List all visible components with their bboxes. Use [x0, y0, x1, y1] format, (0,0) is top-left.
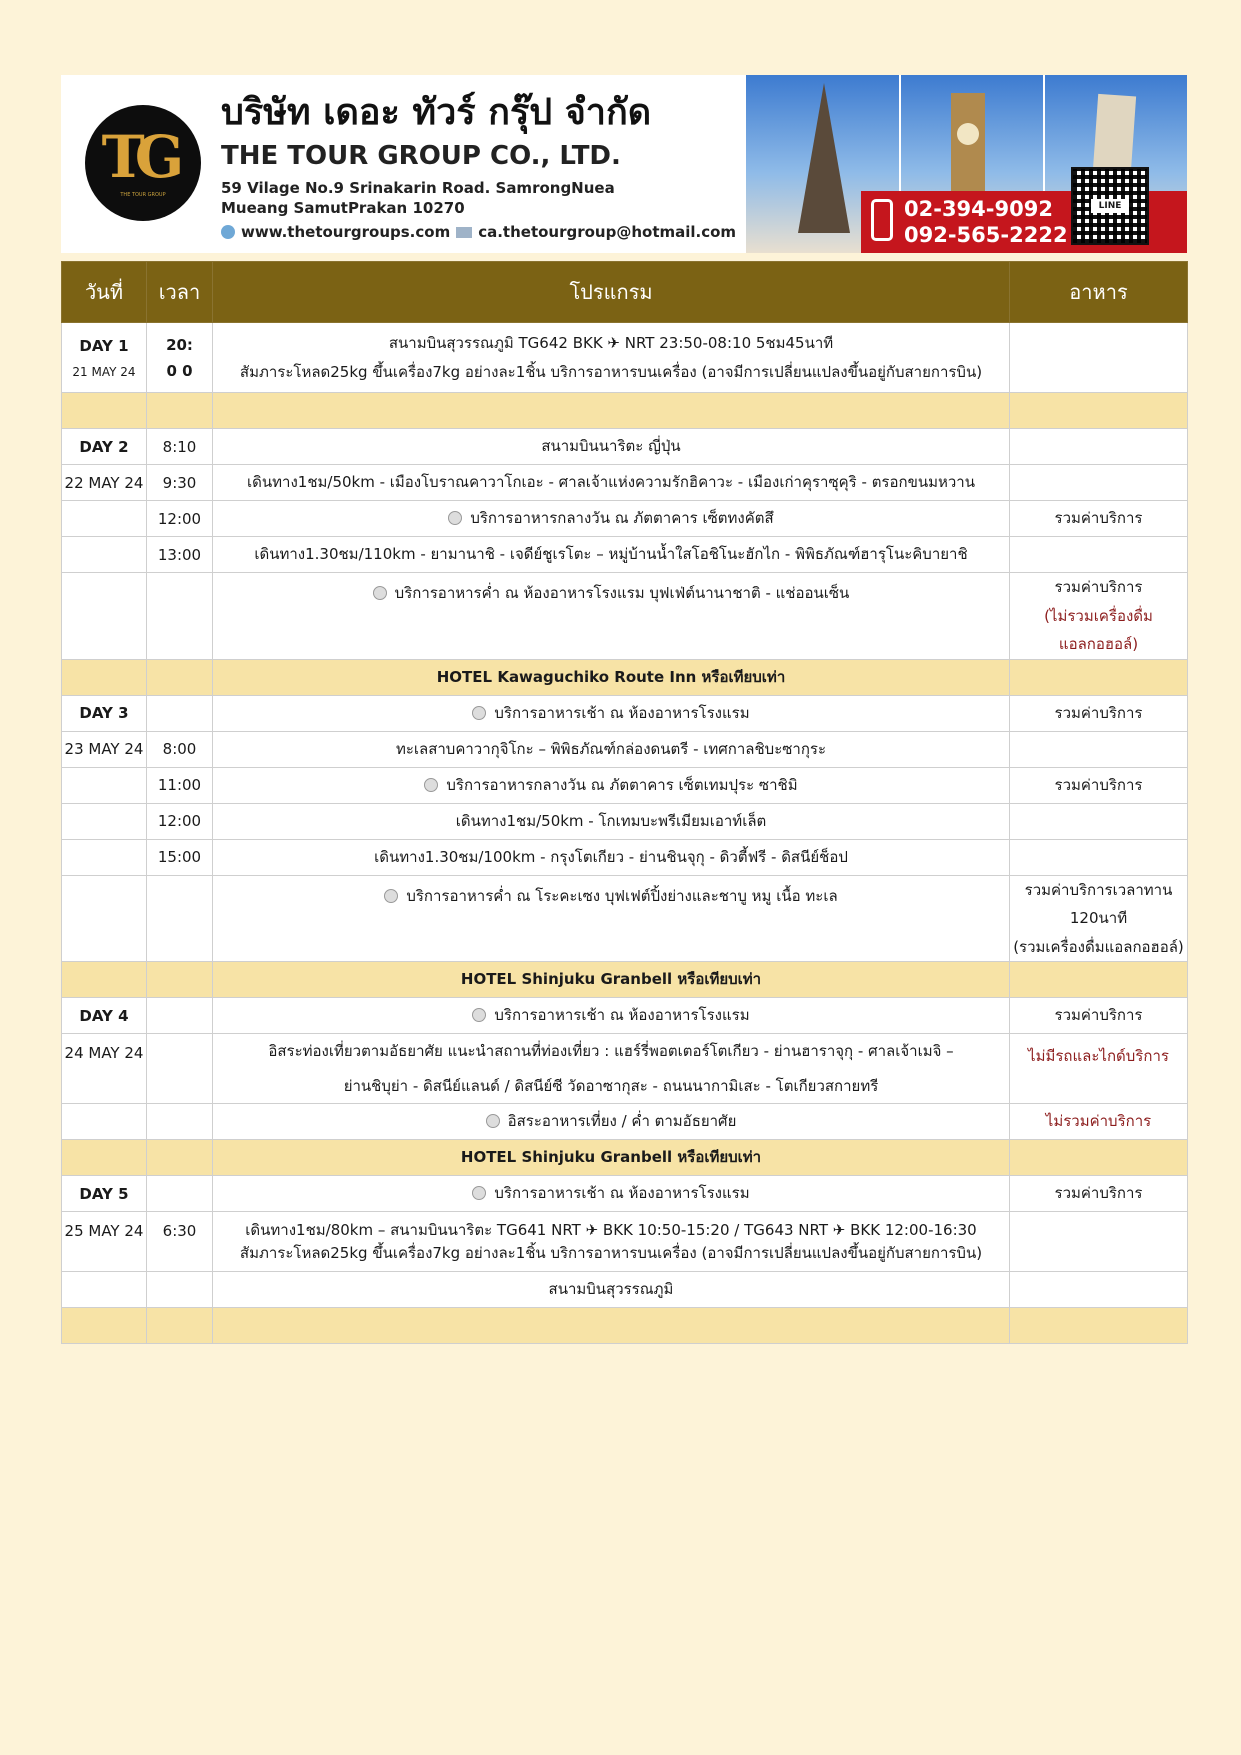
company-logo	[85, 105, 201, 221]
mail-icon	[456, 227, 472, 238]
table-row	[62, 767, 1188, 803]
day-date: 22 MAY 24	[62, 465, 147, 501]
globe-icon	[221, 225, 235, 239]
time-cell: 12:00	[147, 803, 213, 839]
day-date: 23 MAY 24	[62, 731, 147, 767]
landmark-photos	[746, 75, 1187, 253]
time-cell	[147, 1034, 213, 1104]
table-row	[62, 839, 1188, 875]
table-row	[62, 998, 1188, 1034]
meal-cell: รวมค่าบริการ	[1010, 501, 1188, 537]
time-cell	[147, 1272, 213, 1308]
meal-cell	[1010, 1272, 1188, 1308]
time-cell	[147, 998, 213, 1034]
company-banner	[61, 75, 1187, 253]
logo-letters: TG	[101, 123, 175, 191]
time-cell: 6:30	[147, 1212, 213, 1272]
day-cell	[62, 1176, 147, 1212]
program-cell	[213, 1176, 1010, 1212]
program-text: เดินทาง1ชม/80km – สนามบินนาริตะ TG641 NRT ✈ BKK 10:50-15:20 / TG643 NRT ✈ BKK 12:00-16:30	[245, 1221, 977, 1239]
time-cell	[147, 1176, 213, 1212]
phone-number-1[interactable]: 02-394-9092	[904, 197, 1053, 221]
meal-note: รวมค่าบริการเวลาทาน 120นาที	[1024, 880, 1173, 927]
table-row-spacer	[62, 393, 1188, 429]
day-date: 21 MAY 24	[72, 364, 136, 379]
day-label: DAY 4	[79, 1006, 129, 1025]
program-text: บริการอาหารกลางวัน ณ ภัตตาคาร เซ็ตทงคัตสึ	[470, 509, 774, 528]
day-cell	[62, 323, 147, 393]
dish-icon	[486, 1114, 500, 1128]
table-row	[62, 323, 1188, 393]
program-cell	[213, 1104, 1010, 1140]
program-text: บริการอาหารกลางวัน ณ ภัตตาคาร เซ็ตเทมปุระ ซาชิมิ	[446, 775, 798, 794]
day-cell	[62, 501, 147, 537]
time-cell	[147, 1104, 213, 1140]
meal-note: (ไม่รวมเครื่องดื่มแอลกอฮอล์)	[1044, 606, 1153, 653]
meal-cell	[1010, 803, 1188, 839]
table-row	[62, 1176, 1188, 1212]
hotel-name: HOTEL Shinjuku Granbell หรือเทียบเท่า	[213, 962, 1010, 998]
clock-face	[957, 123, 979, 145]
dish-icon	[472, 706, 486, 720]
meal-cell: รวมค่าบริการ	[1010, 695, 1188, 731]
program-cell: ทะเลสาบคาวากุจิโกะ – พิพิธภัณฑ์กล่องดนตรี - เทศกาลชิบะซากุระ	[213, 731, 1010, 767]
logo-subtitle: THE TOUR GROUP	[120, 192, 166, 198]
program-cell: เดินทาง1.30ชม/110km - ยามานาชิ - เจดีย์ชูเรโตะ – หมู่บ้านน้ำใสโอชิโนะฮักไก - พิพิธภัณฑ์ฮารุโนะคิบายาชิ	[213, 537, 1010, 573]
meal-cell	[1010, 323, 1188, 393]
meal-cell	[1010, 573, 1188, 660]
table-row	[62, 573, 1188, 660]
time-cell	[147, 695, 213, 731]
qr-line-label: LINE	[1091, 199, 1129, 213]
time-cell: 20:0 0	[147, 323, 213, 393]
address-line-1: 59 Vilage No.9 Srinakarin Road. SamrongNuea	[221, 179, 615, 197]
table-row	[62, 695, 1188, 731]
meal-cell	[1010, 1212, 1188, 1272]
program-cell	[213, 875, 1010, 962]
hotel-name: HOTEL Shinjuku Granbell หรือเทียบเท่า	[213, 1140, 1010, 1176]
day-cell	[62, 537, 147, 573]
contact-line	[221, 223, 736, 241]
table-row	[62, 537, 1188, 573]
day-label: DAY 5	[79, 1184, 129, 1203]
day-label: DAY 3	[79, 704, 129, 722]
meal-cell	[1010, 465, 1188, 501]
day-cell	[62, 429, 147, 465]
table-row-spacer	[62, 1308, 1188, 1344]
meal-note: (รวมเครื่องดื่มแอลกอฮอล์)	[1013, 937, 1184, 956]
time-cell: 9:30	[147, 465, 213, 501]
program-cell: เดินทาง1ชม/50km - เมืองโบราณคาวาโกเอะ - ศาลเจ้าแห่งความรักฮิคาวะ - เมืองเก่าคุราซุคุริ - ตรอกขนมหวาน	[213, 465, 1010, 501]
meal-cell: รวมค่าบริการ	[1010, 998, 1188, 1034]
company-name-thai: บริษัท เดอะ ทัวร์ กรุ๊ป จำกัด	[221, 92, 652, 133]
day-cell	[62, 695, 147, 731]
dish-icon	[424, 778, 438, 792]
dish-icon	[448, 511, 462, 525]
phone-number-2[interactable]: 092-565-2222	[904, 223, 1068, 247]
meal-cell: ไม่รวมค่าบริการ	[1010, 1104, 1188, 1140]
table-row	[62, 1104, 1188, 1140]
table-header-row	[62, 262, 1188, 323]
meal-note: รวมค่าบริการ	[1054, 578, 1143, 596]
time-cell: 8:00	[147, 731, 213, 767]
dish-icon	[472, 1008, 486, 1022]
day-date: 25 MAY 24	[62, 1212, 147, 1272]
program-cell	[213, 998, 1010, 1034]
program-cell: สนามบินนาริตะ ญี่ปุ่น	[213, 429, 1010, 465]
day-label: DAY 1	[79, 336, 129, 355]
header-date: วันที่	[62, 262, 147, 323]
website-link[interactable]: www.thetourgroups.com	[241, 223, 451, 241]
meal-cell	[1010, 731, 1188, 767]
program-text: บริการอาหารเช้า ณ ห้องอาหารโรงแรม	[494, 1006, 750, 1025]
program-cell: เดินทาง1ชม/50km - โกเทมบะพรีเมียมเอาท์เล็ต	[213, 803, 1010, 839]
header-program: โปรแกรม	[213, 262, 1010, 323]
program-text: บริการอาหารเช้า ณ ห้องอาหารโรงแรม	[494, 1184, 750, 1203]
program-text: สนามบินสุวรรณภูมิ TG642 BKK ✈ NRT 23:50-08:10 5ชม45นาที	[388, 334, 834, 352]
day-cell	[62, 803, 147, 839]
time-cell: 13:00	[147, 537, 213, 573]
program-cell	[213, 1212, 1010, 1272]
program-cell	[213, 323, 1010, 393]
table-row	[62, 803, 1188, 839]
program-text: สัมภาระโหลด25kg ขึ้นเครื่อง7kg อย่างละ1ชิ้น บริการอาหารบนเครื่อง (อาจมีการเปลี่ยนแปลงขึ้นอยู่กับสายการบิน)	[239, 1243, 983, 1262]
eiffel-tower-image	[798, 83, 850, 233]
day-cell	[62, 573, 147, 660]
table-row	[62, 1212, 1188, 1272]
table-row	[62, 1272, 1188, 1308]
day-cell	[62, 998, 147, 1034]
program-text: อิสระอาหารเที่ยง / ค่ำ ตามอัธยาศัย	[507, 1112, 737, 1131]
dish-icon	[472, 1186, 486, 1200]
day-cell	[62, 875, 147, 962]
meal-cell	[1010, 839, 1188, 875]
program-text: บริการอาหารค่ำ ณ ห้องอาหารโรงแรม บุฟเฟ่ต์นานาชาติ - แช่ออนเซ็น	[394, 584, 850, 602]
time-cell: 15:00	[147, 839, 213, 875]
day-cell	[62, 1104, 147, 1140]
hotel-row	[62, 1140, 1188, 1176]
hotel-row	[62, 962, 1188, 998]
program-cell: สนามบินสุวรรณภูมิ	[213, 1272, 1010, 1308]
program-cell	[213, 1034, 1010, 1104]
program-cell: เดินทาง1.30ชม/100km - กรุงโตเกียว - ย่านชินจุกุ - ดิวตี้ฟรี - ดิสนีย์ช็อป	[213, 839, 1010, 875]
meal-cell	[1010, 429, 1188, 465]
program-text: บริการอาหารค่ำ ณ โระคะเซง บุฟเฟต์ปิ้งย่างและชาบู หมู เนื้อ ทะเล	[406, 886, 838, 905]
time-cell	[147, 573, 213, 660]
table-row	[62, 1034, 1188, 1104]
day-cell	[62, 839, 147, 875]
meal-cell	[1010, 537, 1188, 573]
phone-icon	[871, 199, 893, 241]
dish-icon	[384, 889, 398, 903]
program-cell	[213, 501, 1010, 537]
hotel-name: HOTEL Kawaguchiko Route Inn หรือเทียบเท่า	[213, 659, 1010, 695]
meal-cell: รวมค่าบริการ	[1010, 1176, 1188, 1212]
meal-cell: รวมค่าบริการ	[1010, 767, 1188, 803]
day-cell	[62, 1272, 147, 1308]
itinerary-table	[61, 261, 1188, 1344]
time-cell	[147, 875, 213, 962]
program-text: อิสระท่องเที่ยวตามอัธยาศัย แนะนำสถานที่ท่องเที่ยว : แฮร์รี่พอตเตอร์โตเกียว - ย่านฮาราจุกุ - ศาลเจ้าเมจิ –	[268, 1042, 954, 1060]
address-line-2: Mueang SamutPrakan 10270	[221, 199, 465, 217]
time-cell: 12:00	[147, 501, 213, 537]
time-cell: 8:10	[147, 429, 213, 465]
program-cell	[213, 767, 1010, 803]
dish-icon	[373, 586, 387, 600]
hotel-row	[62, 659, 1188, 695]
meal-cell	[1010, 875, 1188, 962]
table-row	[62, 501, 1188, 537]
company-name-english: THE TOUR GROUP CO., LTD.	[221, 141, 621, 171]
day-cell	[62, 767, 147, 803]
day-label: DAY 2	[79, 437, 129, 456]
table-row	[62, 429, 1188, 465]
program-cell	[213, 695, 1010, 731]
table-row	[62, 875, 1188, 962]
table-row	[62, 465, 1188, 501]
program-text: บริการอาหารเช้า ณ ห้องอาหารโรงแรม	[494, 703, 750, 722]
day-date: 24 MAY 24	[62, 1034, 147, 1104]
email-link[interactable]: ca.thetourgroup@hotmail.com	[478, 223, 737, 241]
header-time: เวลา	[147, 262, 213, 323]
program-text: ย่านชิบุย่า - ดิสนีย์แลนด์ / ดิสนีย์ซี วัดอาซากุสะ - ถนนนากามิเสะ - โตเกียวสกายทรี	[343, 1076, 879, 1095]
program-cell	[213, 573, 1010, 660]
table-row	[62, 731, 1188, 767]
program-text: สัมภาระโหลด25kg ขึ้นเครื่อง7kg อย่างละ1ชิ้น บริการอาหารบนเครื่อง (อาจมีการเปลี่ยนแปลงขึ้นอยู่กับสายการบิน)	[239, 362, 983, 381]
meal-cell: ไม่มีรถและไกด์บริการ	[1010, 1034, 1188, 1104]
header-meal: อาหาร	[1010, 262, 1188, 323]
time-cell: 11:00	[147, 767, 213, 803]
